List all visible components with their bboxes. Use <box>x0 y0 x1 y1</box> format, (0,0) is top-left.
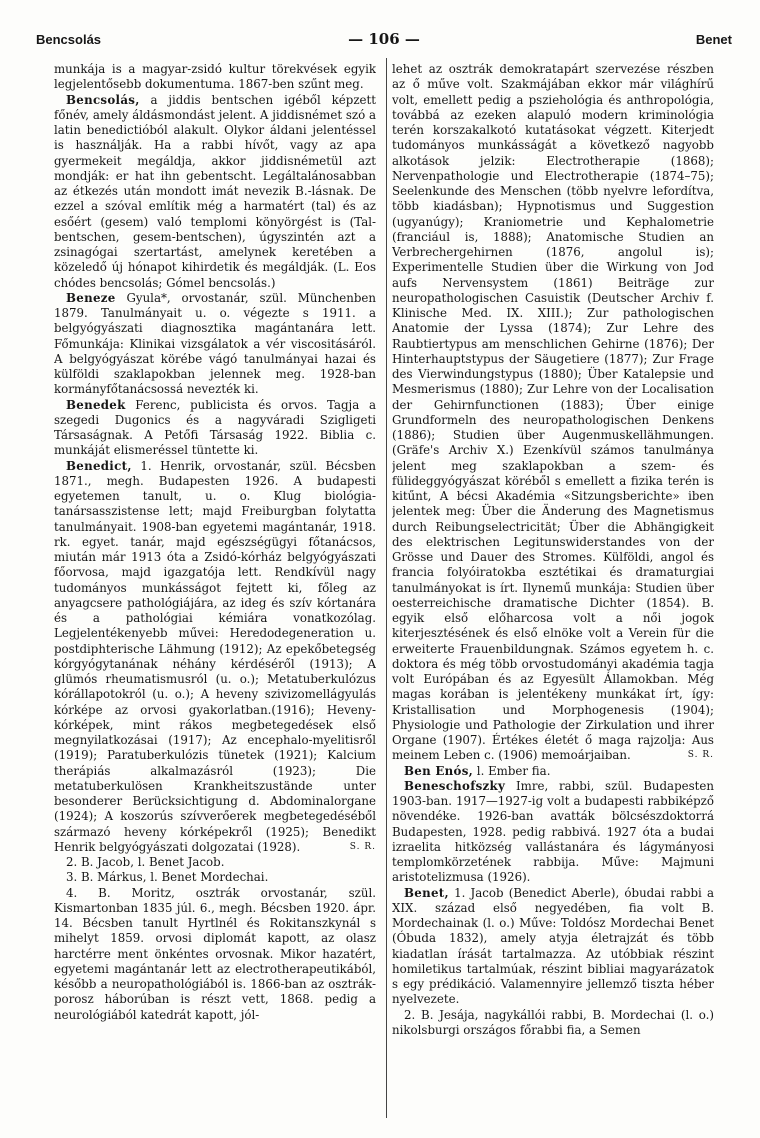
entry-benedict-4: 4. B. Moritz, osztrák orvostanár, szül. Kismartonban 1835 júl. 6., megh. Bécsben 1920. ápr. 14. Bécsben tanult Hyrtlnél és Rokitanszkynál s mihelyt 1859. orvosi diplomát kapott, az olasz harctérre ment önkéntes orvosnak. Mikor hazatért, egyetemi magántanár lett az electrotherapeutikából, később a neuropathológiából is. 1866-ban az osztrák-porosz háborúban is részt vett, 1868. pedig a neurológiából katedrát kapott, jól- <box>54 885 376 1022</box>
author-signature: S. R. <box>687 750 714 761</box>
entry-benedict: Benedict, 1. Henrik, orvostanár, szül. Bécsben 1871., megh. Budapesten 1926. A budapesti egyetemen tanult, u. o. Klug biológia-tanársasszistense lett; majd Freiburgban folytatta tanulmányait. 1908-ban egyetemi magántanár, 1918. rk. egyet. tanár, majd egészségügyi főtanácsos, miután már 1913 óta a Zsidó-kórház belgyógyászati főorvosa, majd igazgatója lett. Rendkívül nagy tudományos munkásságot fejtett ki, főleg az anyagcsere pathológiájára, az ideg és szív kórtanára és a pathológiai kémiára vonatkozólag. Legjelentékenyebb művei: Heredodegeneration u. postdiphterische Lähmung (1912); Az epekőbetegség kórgyógytanának néhány kérdéséről (1913); A glümós rheumatismusról (u. o.); Metatuberkulózus kórállapotokról (u. o.); A heveny szivizomellágyulás kórképe az orvosi gyakorlatban.(1916); Heveny-kórképek, mint rákos megbetegedések első megnyilatkozásai (1917); Az encephalo-myelitisről (1919); Paratuberkulózis tünetek (1921); Kalcium therápiás alkalmazásról (1923); Die metatuberkulösen Krankheitszustände unter besonderer Berücksichtigung d. Abdominalorgane (1924); A koszorús szívverőerek megbetegedéséből származó heveny kórképekről (1925); Benedikt Henrik belgyógyászati dolgozatai (1928). S. R. <box>54 458 376 854</box>
column-divider <box>386 58 387 1118</box>
entry-ben-enos: Ben Enós, l. Ember fia. <box>404 763 551 778</box>
entry-headword: Benet, <box>404 885 449 900</box>
entry-bencsolas: Bencsolás, a jiddis bentschen igéből képzett főnév, amely áldásmondást jelent. A jiddisnémet szó a latin benedictióból alakult. Olykor áldani jelentéssel is használják. Ha a rabbi hívőt, vagy az apa gyermekeit megáldja, akkor jiddisnémetül azt mondják: er hat ihn gebentscht. Legáltalánosabban az étkezés után mondott imát nevezik B.-lásnak. De ezzel a szóval említik még a harmatért (tal) és az esőért (gesem) való templomi könyörgést is (Tal-bentschen, gesem-bentschen), úgyszintén azt a zsinagógai szertartást, amelynek keretében a közeledő új hónapot kihirdetik és megáldják. (L. Eos chódes bencsolás; Gómel bencsolás.) <box>54 92 376 290</box>
header-left-keyword: Bencsolás <box>36 32 102 47</box>
header-right-keyword: Benet <box>695 32 732 47</box>
entry-headword: Bencsolás, <box>66 92 140 107</box>
entry-beneze: Beneze Gyula*, orvostanár, szül. Münchenben 1879. Tanulmányait u. o. végezte s 1911. a belgyógyászati diagnosztika magántanára lett. Főmunkája: Klinikai vizsgálatok a vér viscositásáról. A belgyógyászat körébe vágó tanulmányai hazai és külföldi szaklapokban jelennek meg. 1928-ban kormányfőtanácsossá nevezték ki. <box>54 290 376 397</box>
entry-benet-2: 2. B. Jesája, nagykállói rabbi, B. Mordechai (l. o.) nikolsburgi országos főrabbi fia, a Semen <box>392 1007 714 1037</box>
entry-headword: Ben Enós, <box>404 763 474 778</box>
entry-continuation: lehet az osztrák demokratapárt szervezése részben az ő műve volt. Szakmájában ekkor már világhírű volt, emellett pedig a psziehológia és anthropológia, továbbá az ezeken alapuló modern kriminológia terén korszakalkotó kutatásokat végzett. Kiterjedt tudományos munkásságát a következő nagyobb alkotások jelzik: Electrotherapie (1868); Nervenpathologie und Electrotherapie (1874–75); Seelenkunde des Menschen (több nyelvre lefordítva, több kiadásban); Hypnotismus und Suggestion (ugyanúgy); Kraniometrie und Kephalometrie (franciául is, 1888); Anatomische Studien an Verbrechergehirnen (1876, angolul is); Experimentelle Studien über die Wirkung von Jod aufs Nervensystem (1861) Beiträge zur neuropathologischen Casuistik (Deutscher Archiv f. Klinische Med. IX. XIII.); Zur pathologischen Anatomie der Lyssa (1874); Zur Lehre des Raubtiertypus am menschlichen Gehirne (1876); Der Hinterhauptstypus der Säugetiere (1877); Zur Frage des Vierwindungstypus (1880); Über Katalepsie und Mesmerismus (1880); Zur Lehre von der Localisation der Gehirnfunctionen (1883); Über einige Grundformeln des neuropathologischen Denkens (1886); Studien über Augenmuskellähmungen. (Gräfe's Archiv X.) Ezenkívül számos tanulmánya jelent meg szaklapokban a szem- és fülideggyógyászat köréből s emellett a fizika terén is kitűnt, A bécsi Akadémia «Sitzungsberichte» iben jelentek meg: Über die Änderung des Magnetismus durch Reibungselectricität; Über die Abhängigkeit des elektrischen Legitunswiderstandes von der Grösse und Dauer des Stromes. Külföldi, angol és francia folyóiratokba esztétikai és dramaturgiai tanulmányokat is írt. Ilynemű munkája: Studien über oesterreichische dramatische Dichter (1854). B. egyik első előharcosa volt a női jogok kiterjesztésének és első elnöke volt a Verein für die erweiterte Frauenbildungnak. Számos egyetem h. c. doktora és még több orvostudományi akadémia tagja volt Európában és az Egyesült Államokban. Még magas korában is jelentékeny munkákat írt, így: Kristallisation und Morphogenesis (1904); Physiologie und Pathologie der Zirkulation und ihrer Organe (1907). Értékes életét ő maga rajzolja: Aus meinem Leben c. (1906) memoárjaiban. S. R. <box>392 62 714 763</box>
entry-benet: Benet, 1. Jacob (Benedict Aberle), óbudai rabbi a XIX. század első negyedében, fia volt B. Mordechainak (l. o.) Műve: Toldósz Mordechai Benet (Óbuda 1832), amely atyja életrajzát és több kiadatlan írását tartalmazza. Az utóbbiak részint homiletikus tartalmúak, részint bibliai magyarázatok s egy prédikáció. Valamennyire jellemző tiszta héber nyelvezete. <box>392 885 714 1007</box>
left-column <box>54 62 376 1132</box>
author-signature: S. R. <box>349 841 376 852</box>
running-header <box>36 30 732 50</box>
right-column <box>392 62 714 1132</box>
entry-benedict-2: 2. B. Jacob, l. Benet Jacob. <box>66 855 225 869</box>
entry-continuation: munkája is a magyar-zsidó kultur törekvések egyik legjelentősebb dokumentuma. 1867-ben szűnt meg. <box>54 62 376 92</box>
entry-headword: Benedek <box>66 397 126 412</box>
entry-headword: Beneschofszky <box>404 778 506 793</box>
entry-headword: Beneze <box>66 290 116 305</box>
entry-beneschofszky: Beneschofszky Imre, rabbi, szül. Budapesten 1903-ban. 1917—1927-ig volt a budapesti rabbiképző növendéke. 1926-ban avatták bölcsészdoktorrá Budapesten, 1928. pedig rabbivá. 1927 óta a budai izraelita hitközség vallástanára és lágymányosi templomkörzetének rabbija. Műve: Majmuni aristotelizmusa (1926). <box>392 778 714 885</box>
entry-benedek: Benedek Ferenc, publicista és orvos. Tagja a szegedi Dugonics és a nagyváradi Szigligeti Társaságnak. A Petőfi Társaság 1922. Biblia c. munkáját elismeréssel tüntette ki. <box>54 397 376 458</box>
page-number: — 106 — <box>348 30 420 48</box>
entry-headword: Benedict, <box>66 458 132 473</box>
entry-benedict-3: 3. B. Márkus, l. Benet Mordechai. <box>66 870 269 885</box>
